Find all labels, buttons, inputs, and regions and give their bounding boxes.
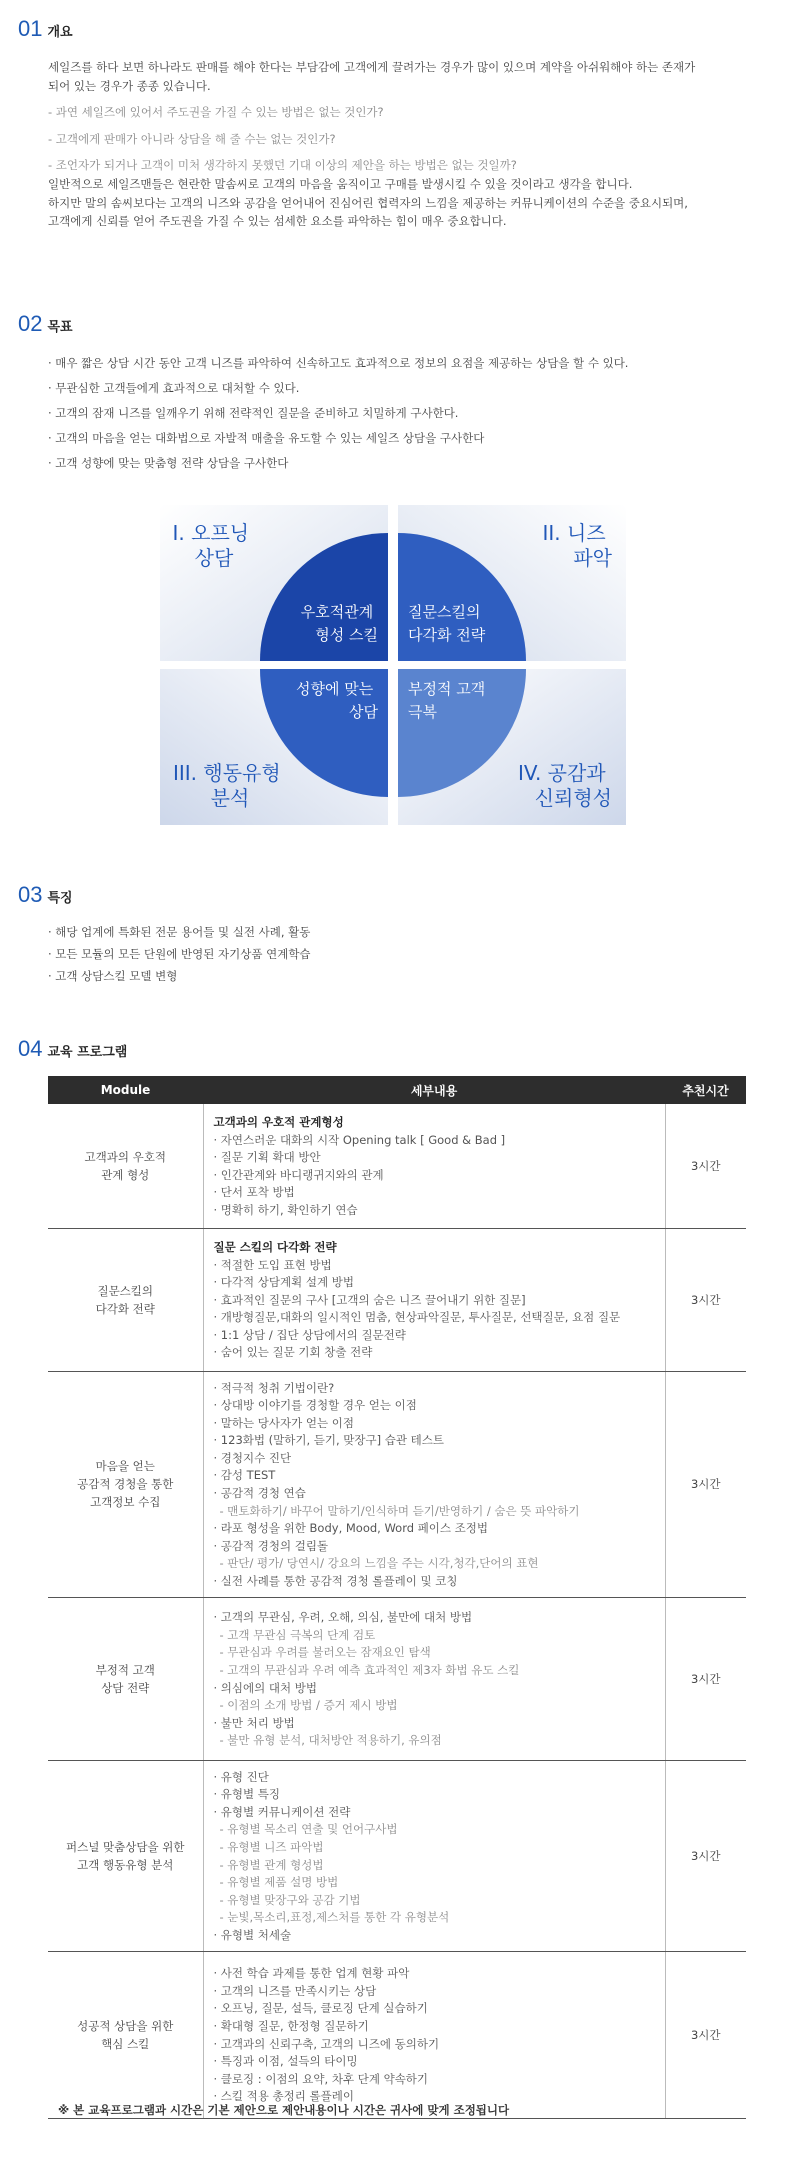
detail-heading: 고객과의 우호적 관계형성 (213, 1114, 344, 1129)
detail-item: · 유형별 처세술 (213, 1927, 292, 1942)
detail-item: · 경청지수 진단 (213, 1450, 292, 1465)
table-row (48, 1228, 746, 1371)
module-name-line: 성공적 상담을 위한 (77, 2018, 174, 2033)
table-row (48, 1597, 746, 1760)
detail-item: · 적극적 청취 기법이란? (213, 1380, 335, 1395)
overview-question: - 과연 세일즈에 있어서 주도권을 가질 수 있는 방법은 없는 것인가? (48, 105, 384, 120)
detail-item: - 판단/ 평가/ 당연시/ 강요의 느낌을 주는 시각,청각,단어의 표현 (219, 1556, 539, 1571)
detail-item: · 사전 학습 과제를 통한 업계 현황 파악 (213, 1966, 410, 1981)
detail-item: · 공감적 경청 연습 (213, 1486, 306, 1501)
detail-item: - 무관심과 우려를 불러오는 잠재요인 탐색 (219, 1645, 431, 1660)
detail-item: · 의심에의 대처 방법 (213, 1680, 317, 1695)
feature-item: · 모든 모듈의 모든 단원에 반영된 자기상품 연계학습 (48, 947, 311, 961)
detail-item: · 명확히 하기, 확인하기 연습 (213, 1202, 358, 1217)
hours-cell: 3시간 (665, 1371, 746, 1597)
hours-cell: 3시간 (665, 1951, 746, 2118)
detail-item: - 유형별 목소리 연출 및 언어구사법 (219, 1822, 398, 1837)
detail-item: · 고객의 니즈를 만족시키는 상담 (213, 1983, 377, 1998)
hours-cell: 3시간 (665, 1760, 746, 1951)
details-cell (203, 1228, 665, 1371)
section-title: 목표 (47, 320, 73, 335)
section-goals-heading (18, 311, 73, 337)
detail-item: - 맨토화하기/ 바꾸어 말하기/인식하며 듣기/반영하기 / 숨은 뜻 파악하기 (219, 1503, 580, 1518)
wedge-label-line: 상담 (349, 703, 378, 721)
detail-item: · 효과적인 질문의 구사 [고객의 숨은 니즈 끌어내기 위한 질문] (213, 1292, 526, 1307)
detail-item: · 단서 포착 방법 (213, 1185, 295, 1200)
column-header-module: Module (48, 1076, 203, 1104)
detail-item: · 말하는 당사자가 얻는 이점 (213, 1415, 354, 1430)
detail-item: · 클로징 : 이점의 요약, 차후 단계 약속하기 (213, 2071, 429, 2086)
section-features-heading (18, 882, 73, 908)
module-name-line: 핵심 스킬 (101, 2036, 150, 2051)
table-header-row (48, 1076, 746, 1104)
module-name-line: 부정적 고객 (95, 1662, 155, 1677)
footnote: ※ 본 교육프로그램과 시간은 기본 제안으로 제안내용이나 시간은 귀사에 맞게 조정됩니다 (58, 2103, 510, 2117)
detail-item: - 유형별 니즈 파악법 (219, 1840, 324, 1854)
overview-line: 고객에게 신뢰를 얻어 주도권을 가질 수 있는 섬세한 요소를 파악하는 힘이 매우 중요합니다. (48, 214, 507, 229)
column-header-hours: 추천시간 (665, 1076, 746, 1104)
module-name-line: 상담 전략 (101, 1680, 150, 1695)
detail-item: · 유형 진단 (213, 1769, 269, 1784)
detail-item: · 특징과 이점, 설득의 타이밍 (213, 2054, 358, 2069)
detail-item: · 1:1 상담 / 집단 상담에서의 질문전략 (213, 1327, 406, 1342)
program-table (48, 1076, 746, 2119)
module-name-line: 고객정보 수집 (90, 1495, 161, 1510)
detail-item: - 유형별 맞장구와 공감 기법 (219, 1892, 361, 1907)
module-cell (48, 1760, 203, 1951)
overview-line: 하지만 말의 솜씨보다는 고객의 니즈와 공감을 얻어내어 진심어린 협력자의 느낌을 제공하는 커뮤니케이션의 수준을 중요시되며, (48, 195, 688, 210)
detail-item: · 스킬 적용 총정리 롤플레이 (213, 2089, 354, 2104)
goal-item: · 무관심한 고객들에게 효과적으로 대처할 수 있다. (48, 381, 300, 395)
section-title: 특징 (47, 891, 73, 906)
features-list (48, 921, 768, 987)
section-title: 개요 (47, 25, 73, 40)
goal-item: · 고객의 마음을 얻는 대화법으로 자발적 매출을 유도할 수 있는 세일즈 상담을 구사한다 (48, 431, 485, 445)
overview-line: 되어 있는 경우가 종종 있습니다. (48, 78, 211, 93)
overview-question: - 조언자가 되거나 고객이 미처 생각하지 못했던 기대 이상의 제안을 하는 방법은 없는 것일까? (48, 158, 517, 173)
details-cell (203, 1597, 665, 1760)
quadrant-label-line: 상담 (194, 546, 234, 570)
detail-item: - 유형별 제품 설명 방법 (219, 1875, 339, 1890)
module-cell (48, 1228, 203, 1371)
detail-item: · 실전 사례를 통한 공감적 경청 롤플레이 및 코칭 (213, 1574, 458, 1589)
module-name-line: 마음을 얻는 (95, 1459, 155, 1474)
module-name-line: 고객과의 우호적 (84, 1149, 166, 1164)
detail-item: · 고객과의 신뢰구축, 고객의 니즈에 동의하기 (213, 2036, 440, 2051)
section-number: 04 (18, 1036, 43, 1061)
detail-item: · 불만 처리 방법 (213, 1715, 295, 1730)
section-number: 03 (18, 882, 43, 907)
section-program-heading (18, 1036, 127, 1062)
detail-item: · 고객의 무관심, 우려, 오해, 의심, 불만에 대처 방법 (213, 1610, 473, 1625)
module-name-line: 관계 형성 (101, 1167, 150, 1182)
table-row (48, 1951, 746, 2118)
overview-question: - 고객에게 판매가 아니라 상담을 해 줄 수는 없는 것인가? (48, 131, 336, 146)
section-overview-heading (18, 16, 73, 42)
program-table-body (48, 1104, 746, 2118)
module-name-line: 질문스킬의 (97, 1283, 154, 1298)
overview-line: 세일즈를 하다 보면 하나라도 판매를 해야 한다는 부담감에 고객에게 끌려가는 경우가 많이 있으며 계약을 아쉬워해야 하는 존재가 (48, 60, 696, 74)
quadrant-diagram (160, 505, 626, 825)
details-cell (203, 1760, 665, 1951)
details-cell (203, 1951, 665, 2118)
module-cell (48, 1597, 203, 1760)
overview-text (48, 58, 758, 231)
section-number: 01 (18, 16, 43, 41)
table-row (48, 1371, 746, 1597)
module-name-line: 다각화 전략 (95, 1301, 155, 1316)
quadrant-label-line: 분석 (210, 786, 250, 810)
wedge-label-line: 형성 스킬 (315, 626, 378, 644)
detail-item: · 숨어 있는 질문 기회 창출 전략 (213, 1345, 373, 1360)
detail-item: · 다각적 상담계획 설계 방법 (213, 1275, 354, 1290)
details-cell (203, 1104, 665, 1228)
details-cell (203, 1371, 665, 1597)
module-name-line: 공감적 경청을 통한 (77, 1477, 174, 1492)
detail-item: · 유형별 커뮤니케이션 전략 (213, 1804, 351, 1819)
quadrant-label-line: II. 니즈 (542, 521, 606, 545)
wedge-label-line: 우호적관계 (300, 603, 374, 621)
wedge-label-line: 부정적 고객 (408, 680, 486, 698)
detail-item: · 인간관계와 바디랭귀지와의 관계 (213, 1167, 384, 1182)
wedge-label-line: 극복 (408, 703, 437, 721)
quadrant-label-line: 파악 (573, 546, 612, 570)
detail-item: · 오프닝, 질문, 설득, 클로징 단계 실습하기 (213, 2001, 428, 2016)
hours-cell: 3시간 (665, 1104, 746, 1228)
detail-item: - 이점의 소개 방법 / 증거 제시 방법 (219, 1698, 398, 1713)
detail-item: · 적절한 도입 표현 방법 (213, 1257, 332, 1272)
column-header-details: 세부내용 (203, 1076, 665, 1104)
module-cell (48, 1951, 203, 2118)
goal-item: · 고객 성향에 맞는 맞춤형 전략 상담을 구사한다 (48, 456, 289, 470)
detail-item: · 공감적 경청의 걸림돌 (213, 1538, 329, 1553)
section-number: 02 (18, 311, 43, 336)
detail-item: · 자연스러운 대화의 시작 Opening talk [ Good & Bad ] (213, 1132, 506, 1147)
goal-item: · 매우 짧은 상담 시간 동안 고객 니즈를 파악하여 신속하고도 효과적으로 정보의 요점을 제공하는 상담을 할 수 있다. (48, 356, 629, 370)
detail-item: - 불만 유형 분석, 대처방안 적용하기, 유의점 (219, 1733, 442, 1748)
module-cell (48, 1104, 203, 1228)
module-name-line: 고객 행동유형 분석 (77, 1857, 174, 1872)
hours-cell: 3시간 (665, 1228, 746, 1371)
detail-item: - 고객 무관심 극복의 단계 검토 (219, 1627, 376, 1642)
detail-item: - 눈빛,목소리,표정,제스처를 통한 각 유형분석 (219, 1910, 450, 1925)
detail-item: · 개방형질문,대화의 일시적인 멈춤, 현상파악질문, 투사질문, 선택질문, 요점 질문 (213, 1310, 621, 1325)
detail-item: - 유형별 관계 형성법 (219, 1857, 324, 1872)
overview-line: 일반적으로 세일즈맨들은 현란한 말솜씨로 고객의 마음을 움직이고 구매를 발생시킬 수 있을 것이라고 생각을 합니다. (48, 176, 633, 191)
feature-item: · 고객 상담스킬 모델 변형 (48, 969, 178, 983)
hours-cell: 3시간 (665, 1597, 746, 1760)
detail-item: · 상대방 이야기를 경청할 경우 얻는 이점 (213, 1398, 417, 1413)
detail-item: · 123화법 (말하기, 듣기, 맞장구] 습관 테스트 (213, 1433, 444, 1448)
goals-list (48, 351, 768, 476)
detail-item: · 확대형 질문, 한정형 질문하기 (213, 2018, 369, 2033)
wedge-label-line: 질문스킬의 (408, 603, 481, 621)
quadrant-label-line: III. 행동유형 (172, 761, 281, 785)
quadrant-label-line: 신뢰형성 (534, 786, 612, 810)
module-cell (48, 1371, 203, 1597)
detail-item: · 질문 기획 확대 방안 (213, 1150, 321, 1165)
feature-item: · 해당 업계에 특화된 전문 용어들 및 실전 사례, 활동 (48, 925, 311, 939)
detail-item: · 감성 TEST (213, 1468, 276, 1483)
detail-item: - 고객의 무관심과 우려 예측 효과적인 제3자 화법 유도 스킬 (219, 1663, 520, 1678)
wedge-label-line: 다각화 전략 (408, 626, 486, 644)
detail-item: · 라포 형성을 위한 Body, Mood, Word 페이스 조정법 (213, 1521, 489, 1536)
goal-item: · 고객의 잠재 니즈를 일깨우기 위해 전략적인 질문을 준비하고 치밀하게 구사한다. (48, 406, 459, 420)
detail-item: · 유형별 특징 (213, 1787, 281, 1802)
table-row (48, 1104, 746, 1228)
quadrant-label-line: IV. 공감과 (517, 761, 606, 785)
table-row (48, 1760, 746, 1951)
detail-heading: 질문 스킬의 다각화 전략 (213, 1239, 337, 1254)
module-name-line: 퍼스널 맞춤상담을 위한 (66, 1839, 185, 1854)
wedge-label-line: 성향에 맞는 (296, 680, 374, 698)
section-title: 교육 프로그램 (47, 1045, 128, 1060)
quadrant-label-line: I. 오프닝 (172, 521, 250, 545)
